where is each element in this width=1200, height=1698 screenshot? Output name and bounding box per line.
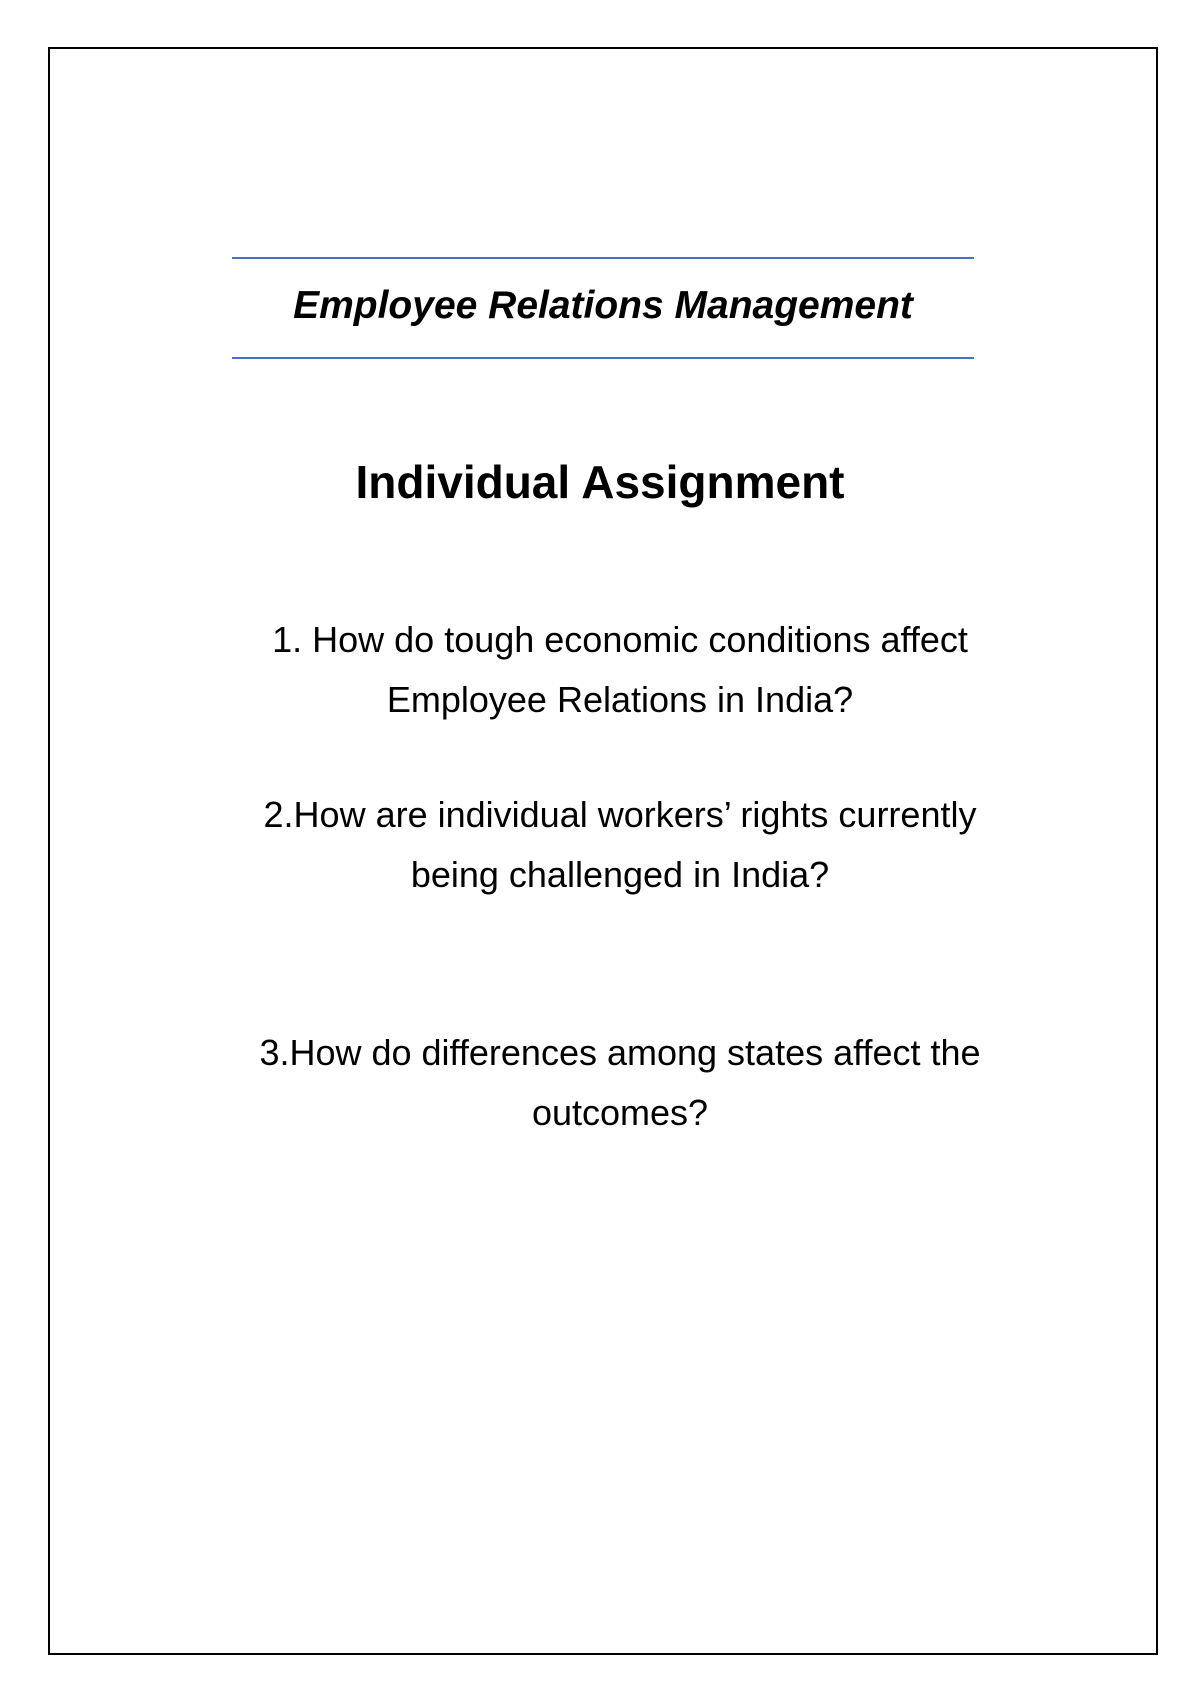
question-1-line-1: 1. How do tough economic conditions affect: [272, 619, 968, 660]
title-top-rule: [232, 257, 974, 259]
question-3-line-1: 3.How do differences among states affect the: [259, 1032, 981, 1073]
question-2-line-1: 2.How are individual workers’ rights currently: [263, 794, 977, 835]
question-1-line-2: Employee Relations in India?: [386, 679, 854, 720]
question-2-line-2: being challenged in India?: [410, 854, 830, 895]
question-2: [190, 785, 1050, 905]
title-bottom-rule: [232, 357, 974, 359]
question-1: [190, 610, 1050, 730]
question-3-line-2: outcomes?: [531, 1092, 709, 1133]
assignment-title: Individual Assignment: [355, 456, 845, 508]
question-3: [190, 1023, 1050, 1143]
course-title: Employee Relations Management: [293, 284, 913, 327]
